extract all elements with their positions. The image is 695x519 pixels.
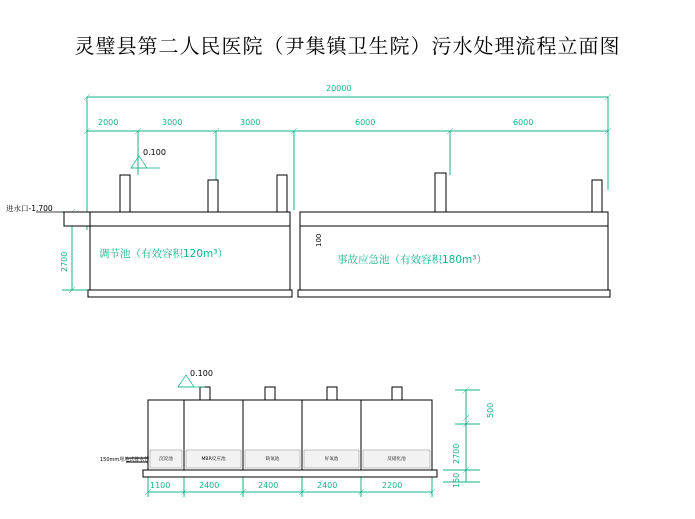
dimension-bottom-seg-1: 1100 xyxy=(150,481,171,490)
dimension-bottom-base: 150 xyxy=(452,472,461,488)
dimension-seg-2: 3000 xyxy=(162,118,183,127)
dimension-height-top: 2700 xyxy=(60,251,69,272)
tank-name-emergency: 事故应急池（有效容积180m³） xyxy=(337,254,487,266)
tank-name-regulating: 调节池（有效容积120m³） xyxy=(99,248,228,260)
dimension-bottom-top: 500 xyxy=(486,402,495,418)
dimension-bottom-seg-4: 2400 xyxy=(317,481,338,490)
dimension-bottom-seg-5: 2200 xyxy=(382,481,403,490)
elevation-marker-top: 0.100 xyxy=(143,148,166,157)
elevation-marker-bottom: 0.100 xyxy=(190,369,213,378)
dimension-total-top: 20000 xyxy=(326,84,352,93)
dimension-bottom-height: 2700 xyxy=(452,443,461,464)
dimension-bottom-seg-3: 2400 xyxy=(258,481,279,490)
small-tank-denitrification: 反硝化池 xyxy=(387,457,406,462)
small-tank-anoxic: 缺氧池 xyxy=(265,457,280,462)
dimension-bottom-seg-2: 2400 xyxy=(199,481,220,490)
small-tank-mbr: MBR反应池 xyxy=(201,457,226,462)
dimension-seg-4: 6000 xyxy=(355,118,376,127)
dimension-wall-thickness: 100 xyxy=(315,233,323,247)
dimension-seg-3: 3000 xyxy=(240,118,261,127)
small-tank-sedimentation: 沉淀池 xyxy=(159,457,173,462)
dimension-seg-5: 6000 xyxy=(513,118,534,127)
inlet-label: 进水口-1.700 xyxy=(6,204,53,213)
dimension-seg-1: 2000 xyxy=(98,118,119,127)
page-title: 灵璧县第二人民医院（尹集镇卫生院）污水处理流程立面图 xyxy=(74,34,621,58)
small-tank-aerobic: 好氧池 xyxy=(324,457,339,462)
pipe-label: 150mm埋地式排水管 xyxy=(100,457,150,463)
